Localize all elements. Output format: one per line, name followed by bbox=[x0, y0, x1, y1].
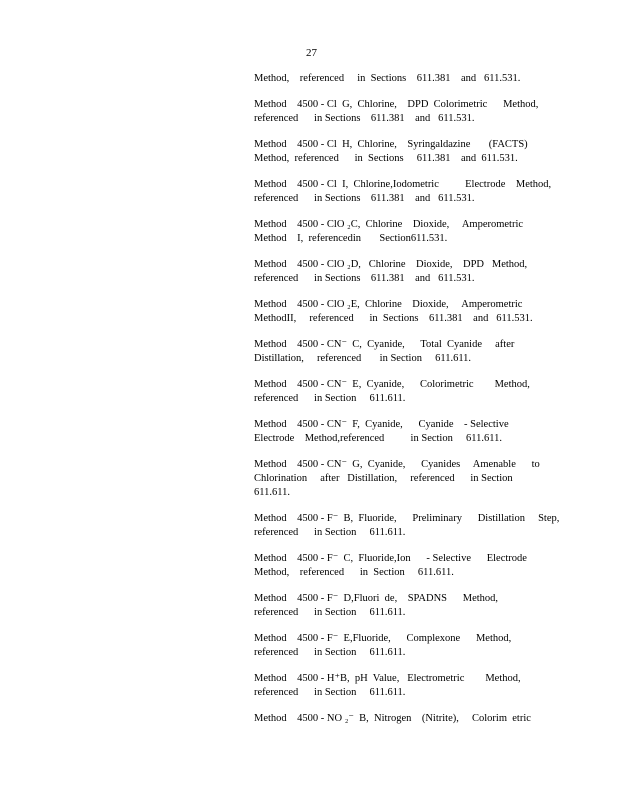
page-number: 27 bbox=[306, 47, 317, 59]
method-entry-line: MethodII, referenced in Sections 611.381 and 611.531. bbox=[254, 313, 533, 324]
method-entry-line: 611.611. bbox=[254, 487, 290, 498]
method-entry-line: Method 4500 - CN⁻ G, Cyanide, Cyanides Amenable to bbox=[254, 459, 540, 470]
method-entry-line: referenced in Section 611.611. bbox=[254, 647, 406, 658]
method-entry-line: referenced in Section 611.611. bbox=[254, 687, 406, 698]
method-entry-line: Method 4500 - NO ₂⁻ B, Nitrogen (Nitrite), Colorim etric bbox=[254, 713, 531, 724]
method-entry bbox=[254, 298, 544, 326]
method-entry-line: Method 4500 - CN⁻ F, Cyanide, Cyanide - Selective bbox=[254, 419, 509, 430]
method-entry bbox=[254, 338, 544, 366]
method-entry-line: Method 4500 - F⁻ D,Fluori de, SPADNS Method, bbox=[254, 593, 499, 604]
method-entry-line: Method, referenced in Sections 611.381 and 611.531. bbox=[254, 73, 521, 84]
method-entry bbox=[254, 632, 544, 660]
method-entry bbox=[254, 592, 544, 620]
method-entry-line: referenced in Section 611.611. bbox=[254, 607, 406, 618]
method-entry-line: Method 4500 - F⁻ B, Fluoride, Preliminary Distillation Step, bbox=[254, 513, 560, 524]
method-entry-line: Method 4500 - ClO ₂C, Chlorine Dioxide, Amperometric bbox=[254, 219, 524, 230]
method-entry bbox=[254, 98, 544, 126]
method-entry-line: Method 4500 - F⁻ C, Fluoride,Ion - Selective Electrode bbox=[254, 553, 527, 564]
method-entry-line: referenced in Section 611.611. bbox=[254, 393, 406, 404]
method-entry-line: referenced in Sections 611.381 and 611.531. bbox=[254, 193, 475, 204]
method-entry-line: Distillation, referenced in Section 611.611. bbox=[254, 353, 472, 364]
method-entry bbox=[254, 552, 544, 580]
method-entry bbox=[254, 672, 544, 700]
method-entry bbox=[254, 712, 544, 726]
method-entry-line: Method 4500 - F⁻ E,Fluoride, Complexone Method, bbox=[254, 633, 512, 644]
method-entry-line: Method, referenced in Section 611.611. bbox=[254, 567, 454, 578]
method-entry-line: Method 4500 - H⁺B, pH Value, Electrometric Method, bbox=[254, 673, 521, 684]
method-entry-line: Method, referenced in Sections 611.381 and 611.531. bbox=[254, 153, 518, 164]
method-entry-line: Method 4500 - Cl H, Chlorine, Syringaldazine (FACTS) bbox=[254, 139, 528, 150]
method-entry-line: referenced in Sections 611.381 and 611.531. bbox=[254, 113, 475, 124]
method-entry bbox=[254, 418, 544, 446]
method-entry-line: Method 4500 - ClO ₂D, Chlorine Dioxide, DPD Method, bbox=[254, 259, 528, 270]
method-entry-line: Method 4500 - CN⁻ C, Cyanide, Total Cyanide after bbox=[254, 339, 515, 350]
method-entry-line: referenced in Sections 611.381 and 611.531. bbox=[254, 273, 475, 284]
method-entry bbox=[254, 258, 544, 286]
method-entry bbox=[254, 138, 544, 166]
method-entry bbox=[254, 378, 544, 406]
method-reference-list bbox=[254, 72, 560, 738]
method-entry-line: Method 4500 - Cl I, Chlorine,Iodometric Electrode Method, bbox=[254, 179, 552, 190]
method-entry-line: Method I, referencedin Section611.531. bbox=[254, 233, 448, 244]
method-entry bbox=[254, 458, 544, 500]
method-entry-line: referenced in Section 611.611. bbox=[254, 527, 406, 538]
method-entry-line: Electrode Method,referenced in Section 611.611. bbox=[254, 433, 502, 444]
method-entry-line: Method 4500 - ClO ₂E, Chlorine Dioxide, Amperometric bbox=[254, 299, 523, 310]
method-entry-line: Chlorination after Distillation, referenced in Section bbox=[254, 473, 513, 484]
method-entry bbox=[254, 72, 544, 86]
method-entry bbox=[254, 512, 560, 540]
method-entry-line: Method 4500 - Cl G, Chlorine, DPD Colorimetric Method, bbox=[254, 99, 539, 110]
method-entry bbox=[254, 218, 544, 246]
method-entry bbox=[254, 178, 552, 206]
method-entry-line: Method 4500 - CN⁻ E, Cyanide, Colorimetric Method, bbox=[254, 379, 530, 390]
